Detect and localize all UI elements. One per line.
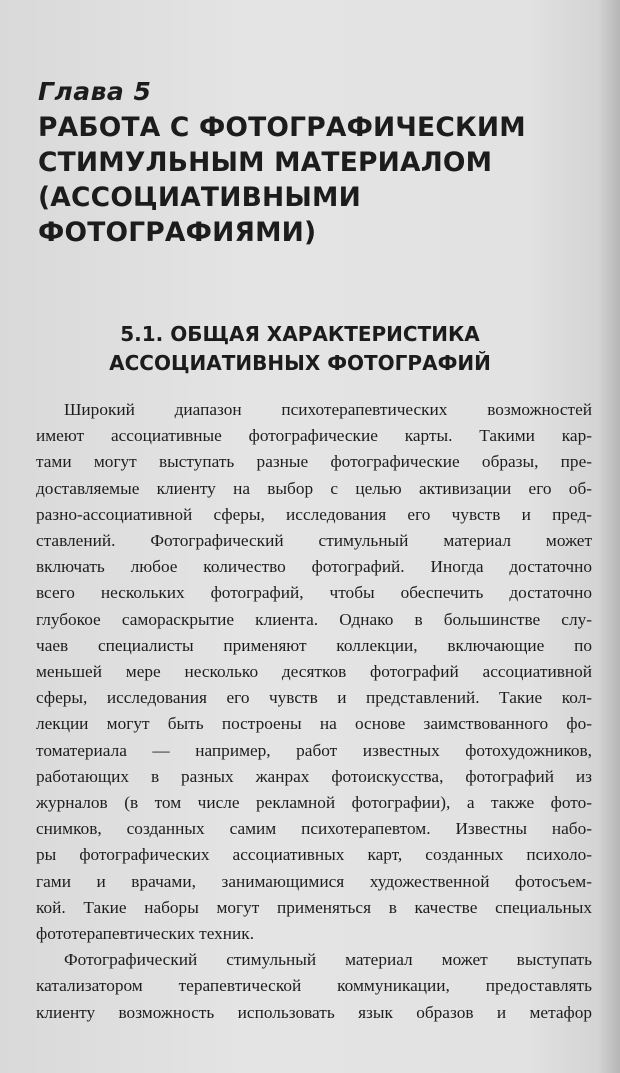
paragraph-line: клиенту возможность использовать язык образов и метафор <box>36 1002 592 1022</box>
paragraph-line: чаев специалисты применяют коллекции, включающие по <box>36 635 592 655</box>
paragraph-line: ры фотографических ассоциативных карт, созданных психоло- <box>36 845 592 865</box>
paragraph-line: фототерапевтических техник. <box>36 924 255 944</box>
chapter-title-line: СТИМУЛЬНЫМ МАТЕРИАЛОМ <box>38 147 493 178</box>
section-title <box>0 320 600 378</box>
paragraph-line: сферы, исследования его чувств и представлений. Такие кол- <box>36 688 592 708</box>
paragraph-line: журналов (в том числе рекламной фотографии), а также фото- <box>36 793 592 813</box>
section-title-line: АССОЦИАТИВНЫХ ФОТОГРАФИЙ <box>109 351 491 375</box>
paragraph-line: работающих в разных жанрах фотоискусства, фотографий из <box>36 766 592 786</box>
paragraph-line: разно-ассоциативной сферы, исследования его чувств и пред- <box>36 504 592 524</box>
paragraph-line: глубокое самораскрытие клиента. Однако в большинстве слу- <box>36 609 592 629</box>
paragraph-line: снимков, созданных самим психотерапевтом. Известны набо- <box>36 819 592 839</box>
paragraph-line: имеют ассоциативные фотографические карты. Такими кар- <box>36 426 592 446</box>
chapter-title-line: (АССОЦИАТИВНЫМИ <box>38 182 361 213</box>
body-text <box>36 397 592 1026</box>
paragraph-line: лекции могут быть построены на основе заимствованного фо- <box>36 714 592 734</box>
chapter-title <box>38 110 598 250</box>
paragraph-line: включать любое количество фотографий. Иногда достаточно <box>36 557 592 577</box>
paragraph-line: гами и врачами, занимающимися художественной фотосъем- <box>36 871 592 891</box>
chapter-title-line: РАБОТА С ФОТОГРАФИЧЕСКИМ <box>38 112 526 143</box>
paragraph-line: меньшей мере несколько десятков фотографий ассоциативной <box>36 662 592 682</box>
chapter-label: Глава 5 <box>38 77 152 106</box>
paragraph-line: томатериала — например, работ известных фотохудожников, <box>36 740 592 760</box>
chapter-title-line: ФОТОГРАФИЯМИ) <box>38 217 317 248</box>
paragraph-line: всего нескольких фотографий, чтобы обеспечить достаточно <box>36 583 592 603</box>
paragraph-line: доставляемые клиенту на выбор с целью активизации его об- <box>36 478 592 498</box>
paragraph-line: Фотографический стимульный материал может выступать <box>64 950 592 970</box>
paragraph-line: кой. Такие наборы могут применяться в качестве специальных <box>36 897 592 917</box>
paragraph-line: катализатором терапевтической коммуникации, предоставлять <box>36 976 592 996</box>
paragraph-line: тами могут выступать разные фотографические образы, пре- <box>36 452 592 472</box>
paragraph-line: Широкий диапазон психотерапевтических возможностей <box>64 400 592 419</box>
paragraph-line: ставлений. Фотографический стимульный материал может <box>36 531 592 551</box>
page-edge-shadow <box>598 0 620 1073</box>
section-title-line: 5.1. ОБЩАЯ ХАРАКТЕРИСТИКА <box>120 322 480 346</box>
